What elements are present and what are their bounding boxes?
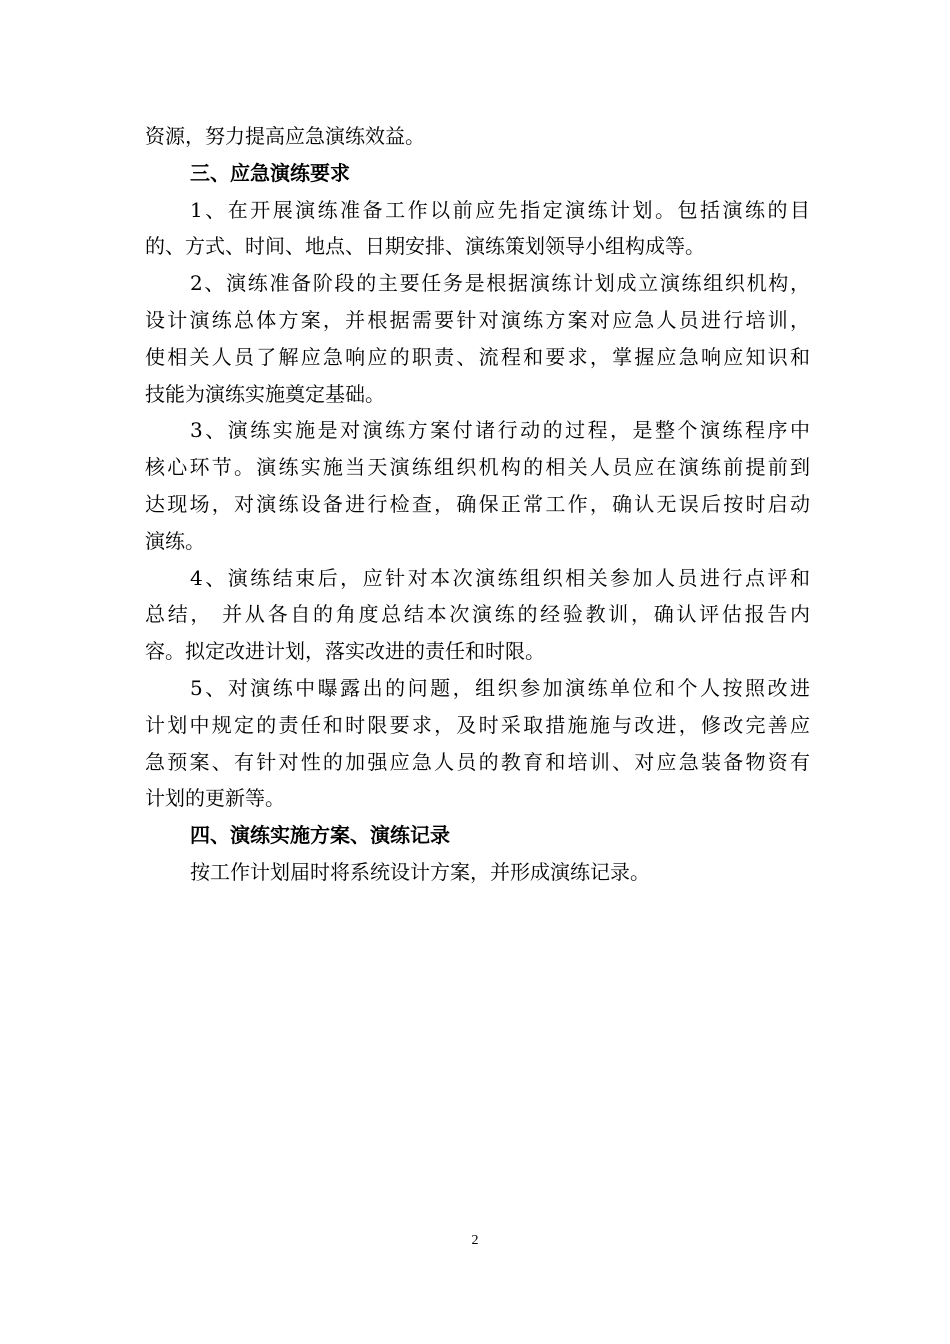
paragraph-4-line: 总结， 并从各自的角度总结本次演练的经验教训，确认评估报告内 [145, 602, 810, 627]
paragraph-continuation: 资源，努力提高应急演练效益。 [145, 124, 425, 148]
paragraph-3-line: 演练。 [145, 528, 205, 553]
document-body [145, 118, 810, 891]
paragraph-5-line: 计划的更新等。 [145, 786, 285, 811]
paragraph-3-line: 达现场，对演练设备进行检查，确保正常工作，确认无误后按时启动 [145, 491, 810, 516]
paragraph-2-line: 技能为演练实施奠定基础。 [145, 381, 385, 406]
section-heading-requirements: 三、应急演练要求 [190, 160, 350, 185]
page-number: 2 [471, 1233, 479, 1248]
paragraph-5-line: 5、对演练中曝露出的问题，组织参加演练单位和个人按照改进 [190, 675, 810, 700]
paragraph-1-line: 的、方式、时间、地点、日期安排、演练策划领导小组构成等。 [145, 234, 705, 259]
section-heading-plan-records: 四、演练实施方案、演练记录 [190, 823, 450, 848]
paragraph-6-line: 按工作计划届时将系统设计方案，并形成演练记录。 [190, 859, 650, 884]
paragraph-5-line: 急预案、有针对性的加强应急人员的教育和培训、对应急装备物资有 [145, 749, 810, 774]
paragraph-4-line: 4、演练结束后，应针对本次演练组织相关参加人员进行点评和 [190, 565, 810, 590]
paragraph-3-line: 3、演练实施是对演练方案付诸行动的过程，是整个演练程序中 [190, 418, 810, 443]
paragraph-3-line: 核心环节。演练实施当天演练组织机构的相关人员应在演练前提前到 [145, 455, 810, 480]
paragraph-1-line: 1、在开展演练准备工作以前应先指定演练计划。包括演练的目 [190, 197, 810, 222]
paragraph-4-line: 容。拟定改进计划，落实改进的责任和时限。 [145, 639, 545, 664]
paragraph-2-line: 使相关人员了解应急响应的职责、流程和要求，掌握应急响应知识和 [145, 344, 810, 369]
paragraph-2-line: 设计演练总体方案，并根据需要针对演练方案对应急人员进行培训， [145, 307, 810, 332]
paragraph-5-line: 计划中规定的责任和时限要求，及时采取措施施与改进，修改完善应 [145, 712, 810, 737]
paragraph-2-line: 2、演练准备阶段的主要任务是根据演练计划成立演练组织机构， [190, 271, 810, 296]
